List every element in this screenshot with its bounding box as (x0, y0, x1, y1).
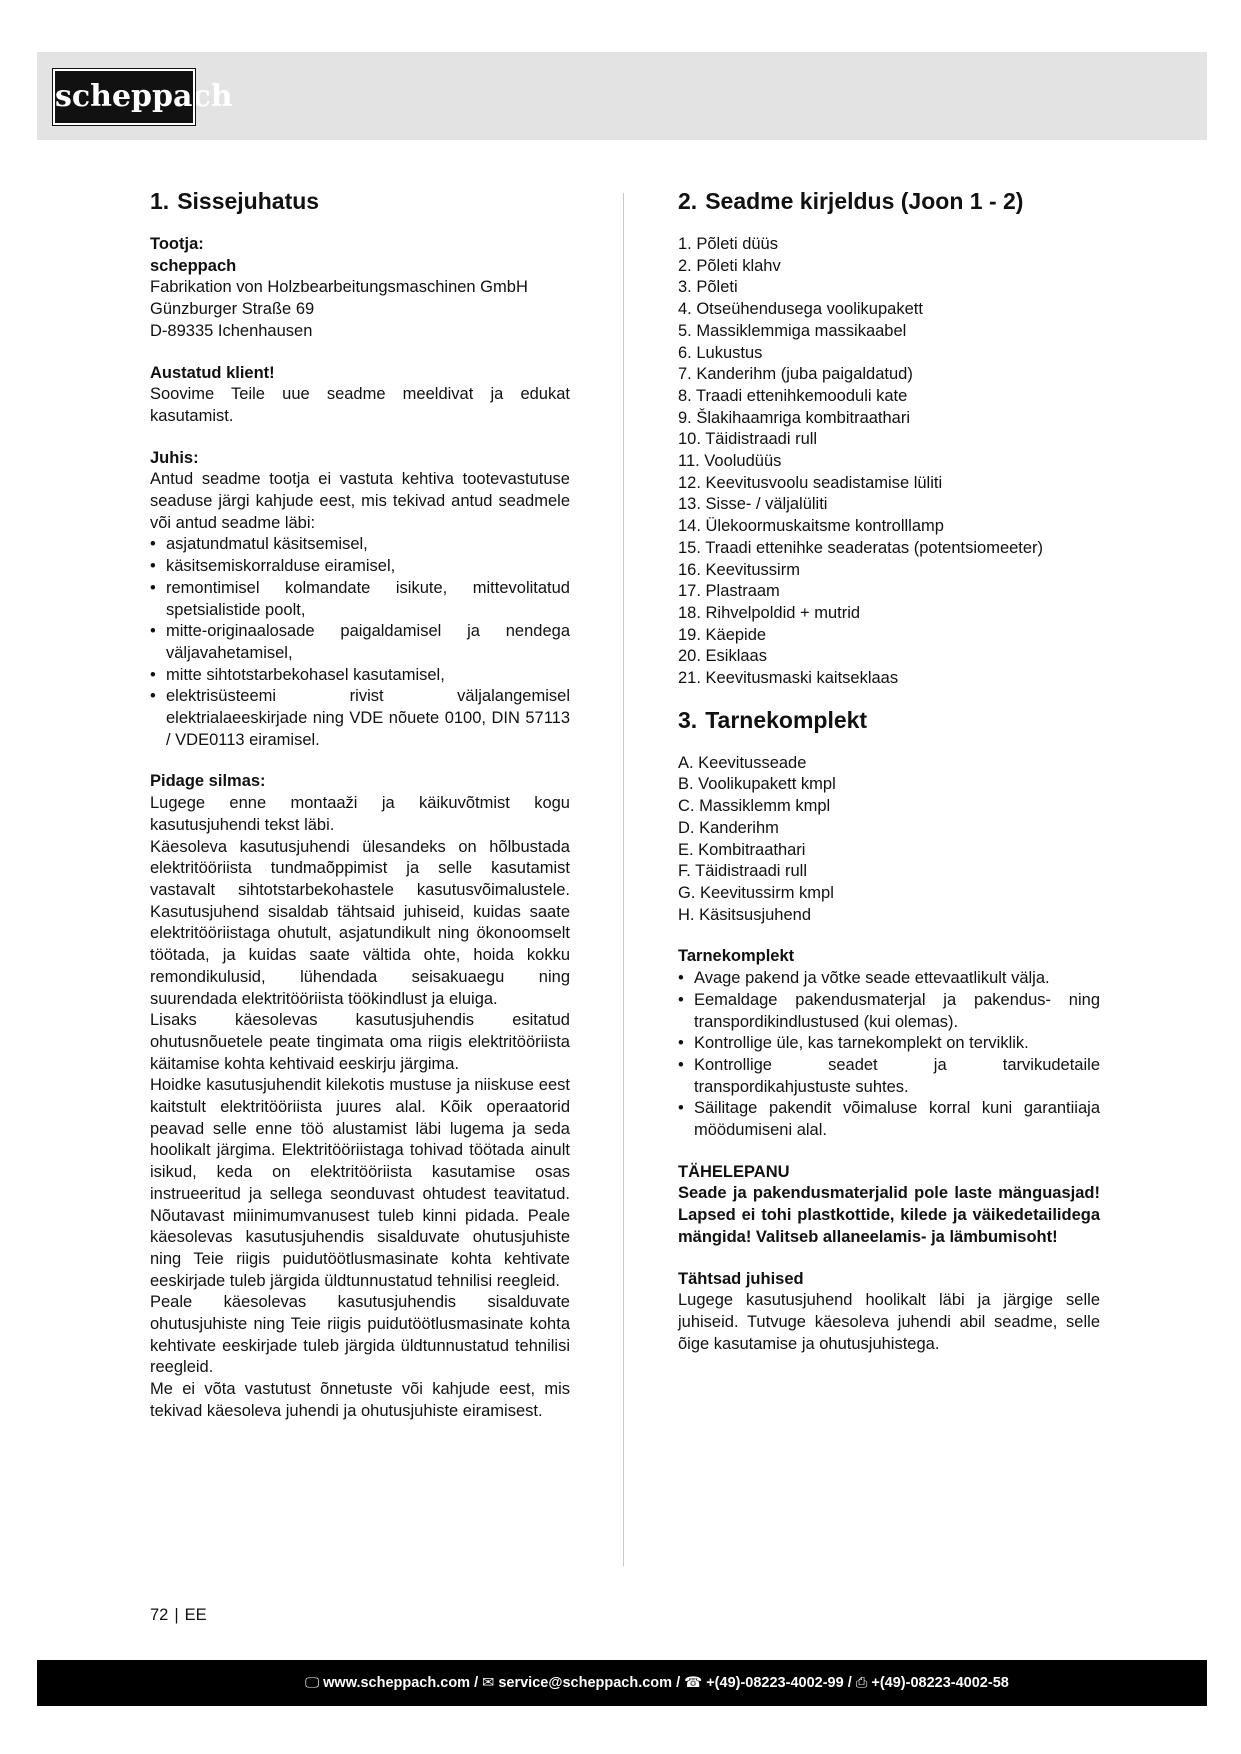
contact-footer: 🖵 www.scheppach.com / ✉ service@scheppach.com / ☎ +(49)-08223-4002-99 / ⎙ +(49)-08223-4002-58 (37, 1660, 1207, 1706)
observe-paragraph: Hoidke kasutusjuhendit kilekotis mustuse ja niiskuse eest kaitstult elektritööriista juures alal. Kõik operaatorid peavad selle enne töö alustamist läbi lugema ja seda hoolikalt järgima. Elektritööriistaga tohivad töötada ainult isikud, keda on elektritööriista kasutamise osas instrueeritud ja sellega seonduvast ohtudest teavitatud. Nõutavast miinimumvanusest tuleb kinni pidada. Peale käesolevas kasutusjuhendis sisalduvate ohutusjuhiste ning Teie riigis puidutöötlusmasinate kohta kehtivate eeskirjade tuleb järgida üldtunnustatud tehnilisi reegleid. (150, 1076, 570, 1290)
list-item: • Säilitage pakendit võimaluse korral kuni garantiiaja möödumiseni alal. (678, 1098, 1100, 1141)
attention-block (678, 1162, 1100, 1249)
list-item: • elektrisüsteemi rivist väljalangemisel elektrialaeeskirjade ning VDE nõuete 0100, DIN 57113 / VDE0113 eiramisel. (150, 686, 570, 751)
list-item: • mitte-originaalosade paigaldamisel ja nendega väljavahetamisel, (150, 621, 570, 664)
phone-number: +(49)-08223-4002-99 (706, 1675, 844, 1691)
list-item: 1. Põleti düüs (678, 235, 778, 253)
list-item: 21. Keevitusmaski kaitseklaas (678, 669, 899, 688)
list-item: 11. Vooludüüs (678, 452, 782, 471)
manufacturer-name: scheppach (150, 256, 237, 275)
header-band (37, 52, 1207, 140)
list-item: F. Täidistraadi rull (678, 862, 807, 881)
greeting-block (150, 363, 570, 428)
note-block (150, 448, 570, 752)
list-item: 5. Massiklemmiga massikaabel (678, 321, 907, 340)
list-item: • Kontrollige seadet ja tarvikudetaile transpordikahjustuste suhtes. (678, 1055, 1100, 1098)
list-item: • Kontrollige üle, kas tarnekomplekt on terviklik. (678, 1033, 1100, 1055)
observe-paragraph: Lugege enne montaaži ja käikuvõtmist kogu kasutusjuhendi tekst läbi. (150, 794, 570, 834)
note-label: Juhis: (150, 448, 199, 467)
greeting-label: Austatud klient! (150, 363, 275, 382)
delivery-label: Tarnekomplekt (678, 947, 795, 966)
list-item: B. Voolikupakett kmpl (678, 775, 836, 794)
list-item: • remontimisel kolmandate isikute, mittevolitatud spetsialistide poolt, (150, 578, 570, 621)
list-item: E. Kombitraathari (678, 840, 806, 859)
list-item: 20. Esiklaas (678, 647, 767, 666)
list-item: A. Keevitusseade (678, 753, 807, 772)
list-item: 2. Põleti klahv (678, 256, 781, 275)
page-number: 72 (150, 1606, 169, 1624)
section-3-heading: 3. Tarnekomplekt (678, 706, 868, 733)
observe-paragraph: Lisaks käesolevas kasutusjuhendis esitatud ohutusnõuetele peate tingimata oma riigis elektritööriista käitamise kohta kehtivaid eeskirju järgima. (150, 1011, 570, 1073)
list-item: 10. Täidistraadi rull (678, 430, 818, 449)
manufacturer-block (150, 234, 570, 343)
list-item: 7. Kanderihm (juba paigaldatud) (678, 365, 913, 384)
list-item: 15. Traadi ettenihke seaderatas (potentsiomeeter) (678, 538, 1044, 557)
device-parts-list (678, 234, 1100, 690)
list-item: H. Käsitsusjuhend (678, 905, 811, 924)
fax-number: +(49)-08223-4002-58 (871, 1675, 1009, 1691)
note-bullets (150, 534, 570, 751)
list-item: 3. Põleti (678, 278, 738, 297)
list-item: 4. Otseühendusega voolikupakett (678, 300, 923, 319)
observe-paragraph: Peale käesolevas kasutusjuhendis sisalduvate ohutusjuhiste ning Teie riigis puidutöötlusmasinate kohta kehtivate eeskirjade tuleb järgida üldtunnustatud tehnilisi reegleid. (150, 1293, 570, 1377)
list-item: D. Kanderihm (678, 818, 779, 837)
list-item: • Avage pakend ja võtke seade ettevaatlikult välja. (678, 968, 1100, 990)
phone-icon: ☎ (684, 1675, 703, 1691)
list-item: G. Keevitussirm kmpl (678, 883, 834, 902)
manufacturer-label: Tootja: (150, 235, 204, 253)
section-1-heading: 1. Sissejuhatus (150, 188, 320, 214)
important-text: Lugege kasutusjuhend hoolikalt läbi ja järgige selle juhiseid. Tutvuge käesoleva juhendi abil seadme, selle õige kasutamise ja ohutusjuhistega. (678, 1291, 1100, 1353)
manufacturer-line: Günzburger Straße 69 (150, 300, 315, 319)
observe-paragraph: Käesoleva kasutusjuhendi ülesandeks on hõlbustada elektritööriista tundmaõppimist ja selle kasutamist vastavalt sihtotstarbekohastele kasutusvõimalustele. Kasutusjuhend sisaldab tähtsaid juhiseid, kuidas saate elektritööriistaga ohutult, asjatundikult ning ökonoomselt töötada, ja kuidas saate vältida ohte, hoida kokku remondikulusid, lühendada seisakuaegu ning suurendada elektritööriista töökindlust ja eluiga. (150, 837, 570, 1008)
list-item: 19. Käepide (678, 625, 767, 644)
fax-icon: ⎙ (855, 1675, 868, 1691)
website-link[interactable]: www.scheppach.com (323, 1675, 471, 1691)
delivery-contents-list (678, 753, 1100, 927)
list-item: C. Massiklemm kmpl (678, 797, 831, 816)
attention-label: TÄHELEPANU (678, 1162, 790, 1181)
language-code: EE (184, 1606, 207, 1624)
scheppach-logo: scheppach (53, 69, 195, 125)
page-footer-number: 72 | EE (150, 1606, 207, 1624)
list-item: 17. Plastraam (678, 582, 780, 601)
computer-icon: 🖵 (305, 1675, 320, 1691)
observe-label: Pidage silmas: (150, 772, 266, 791)
list-item: 14. Ülekoormuskaitsme kontrolllamp (678, 517, 944, 536)
list-item: • mitte sihtotstarbekohasel kasutamisel, (150, 665, 570, 687)
list-item: 6. Lukustus (678, 343, 763, 362)
list-item: 8. Traadi ettenihkemooduli kate (678, 386, 908, 405)
important-block (678, 1269, 1100, 1356)
list-item: 13. Sisse- / väljalüliti (678, 495, 828, 514)
important-label: Tähtsad juhised (678, 1269, 804, 1288)
list-item: • asjatundmatul käsitsemisel, (150, 534, 570, 556)
list-item: 12. Keevitusvoolu seadistamise lüliti (678, 473, 943, 492)
list-item: 9. Šlakihaamriga kombitraathari (678, 408, 911, 427)
manufacturer-line: Fabrikation von Holzbearbeitungsmaschinen GmbH (150, 278, 528, 297)
right-column (678, 185, 1100, 1355)
delivery-instructions (678, 946, 1100, 1141)
observe-paragraph: Me ei võta vastutust õnnetuste või kahjude eest, mis tekivad käesoleva juhendi ja ohutusjuhiste eiramisest. (150, 1380, 570, 1420)
greeting-text: Soovime Teile uue seadme meeldivat ja edukat kasutamist. (150, 385, 570, 425)
column-divider (623, 193, 624, 1566)
list-item: • käsitsemiskorralduse eiramisel, (150, 556, 570, 578)
list-item: 18. Rihvelpoldid + mutrid (678, 603, 861, 622)
list-item: 16. Keevitussirm (678, 560, 800, 579)
section-2-heading: 2. Seadme kirjeldus (Joon 1 - 2) (678, 188, 1024, 214)
left-column (150, 185, 570, 1423)
note-text: Antud seadme tootja ei vastuta kehtiva tootevastutuse seaduse järgi kahjude eest, mis tekivad antud seadmele või antud seadme läbi: (150, 470, 570, 532)
list-item: • Eemaldage pakendusmaterjal ja pakendus- ning transpordikindlustused (kui olemas). (678, 990, 1100, 1033)
manufacturer-line: D-89335 Ichenhausen (150, 321, 313, 340)
observe-block (150, 771, 570, 1422)
attention-text: Seade ja pakendusmaterjalid pole laste mänguasjad! Lapsed ei tohi plastkottide, kilede ja väikedetailidega mängida! Valitseb allaneelamis- ja lämbumisoht! (678, 1184, 1100, 1246)
email-link[interactable]: service@scheppach.com (498, 1675, 673, 1691)
mail-icon: ✉ (482, 1675, 495, 1691)
delivery-bullets (678, 968, 1100, 1142)
